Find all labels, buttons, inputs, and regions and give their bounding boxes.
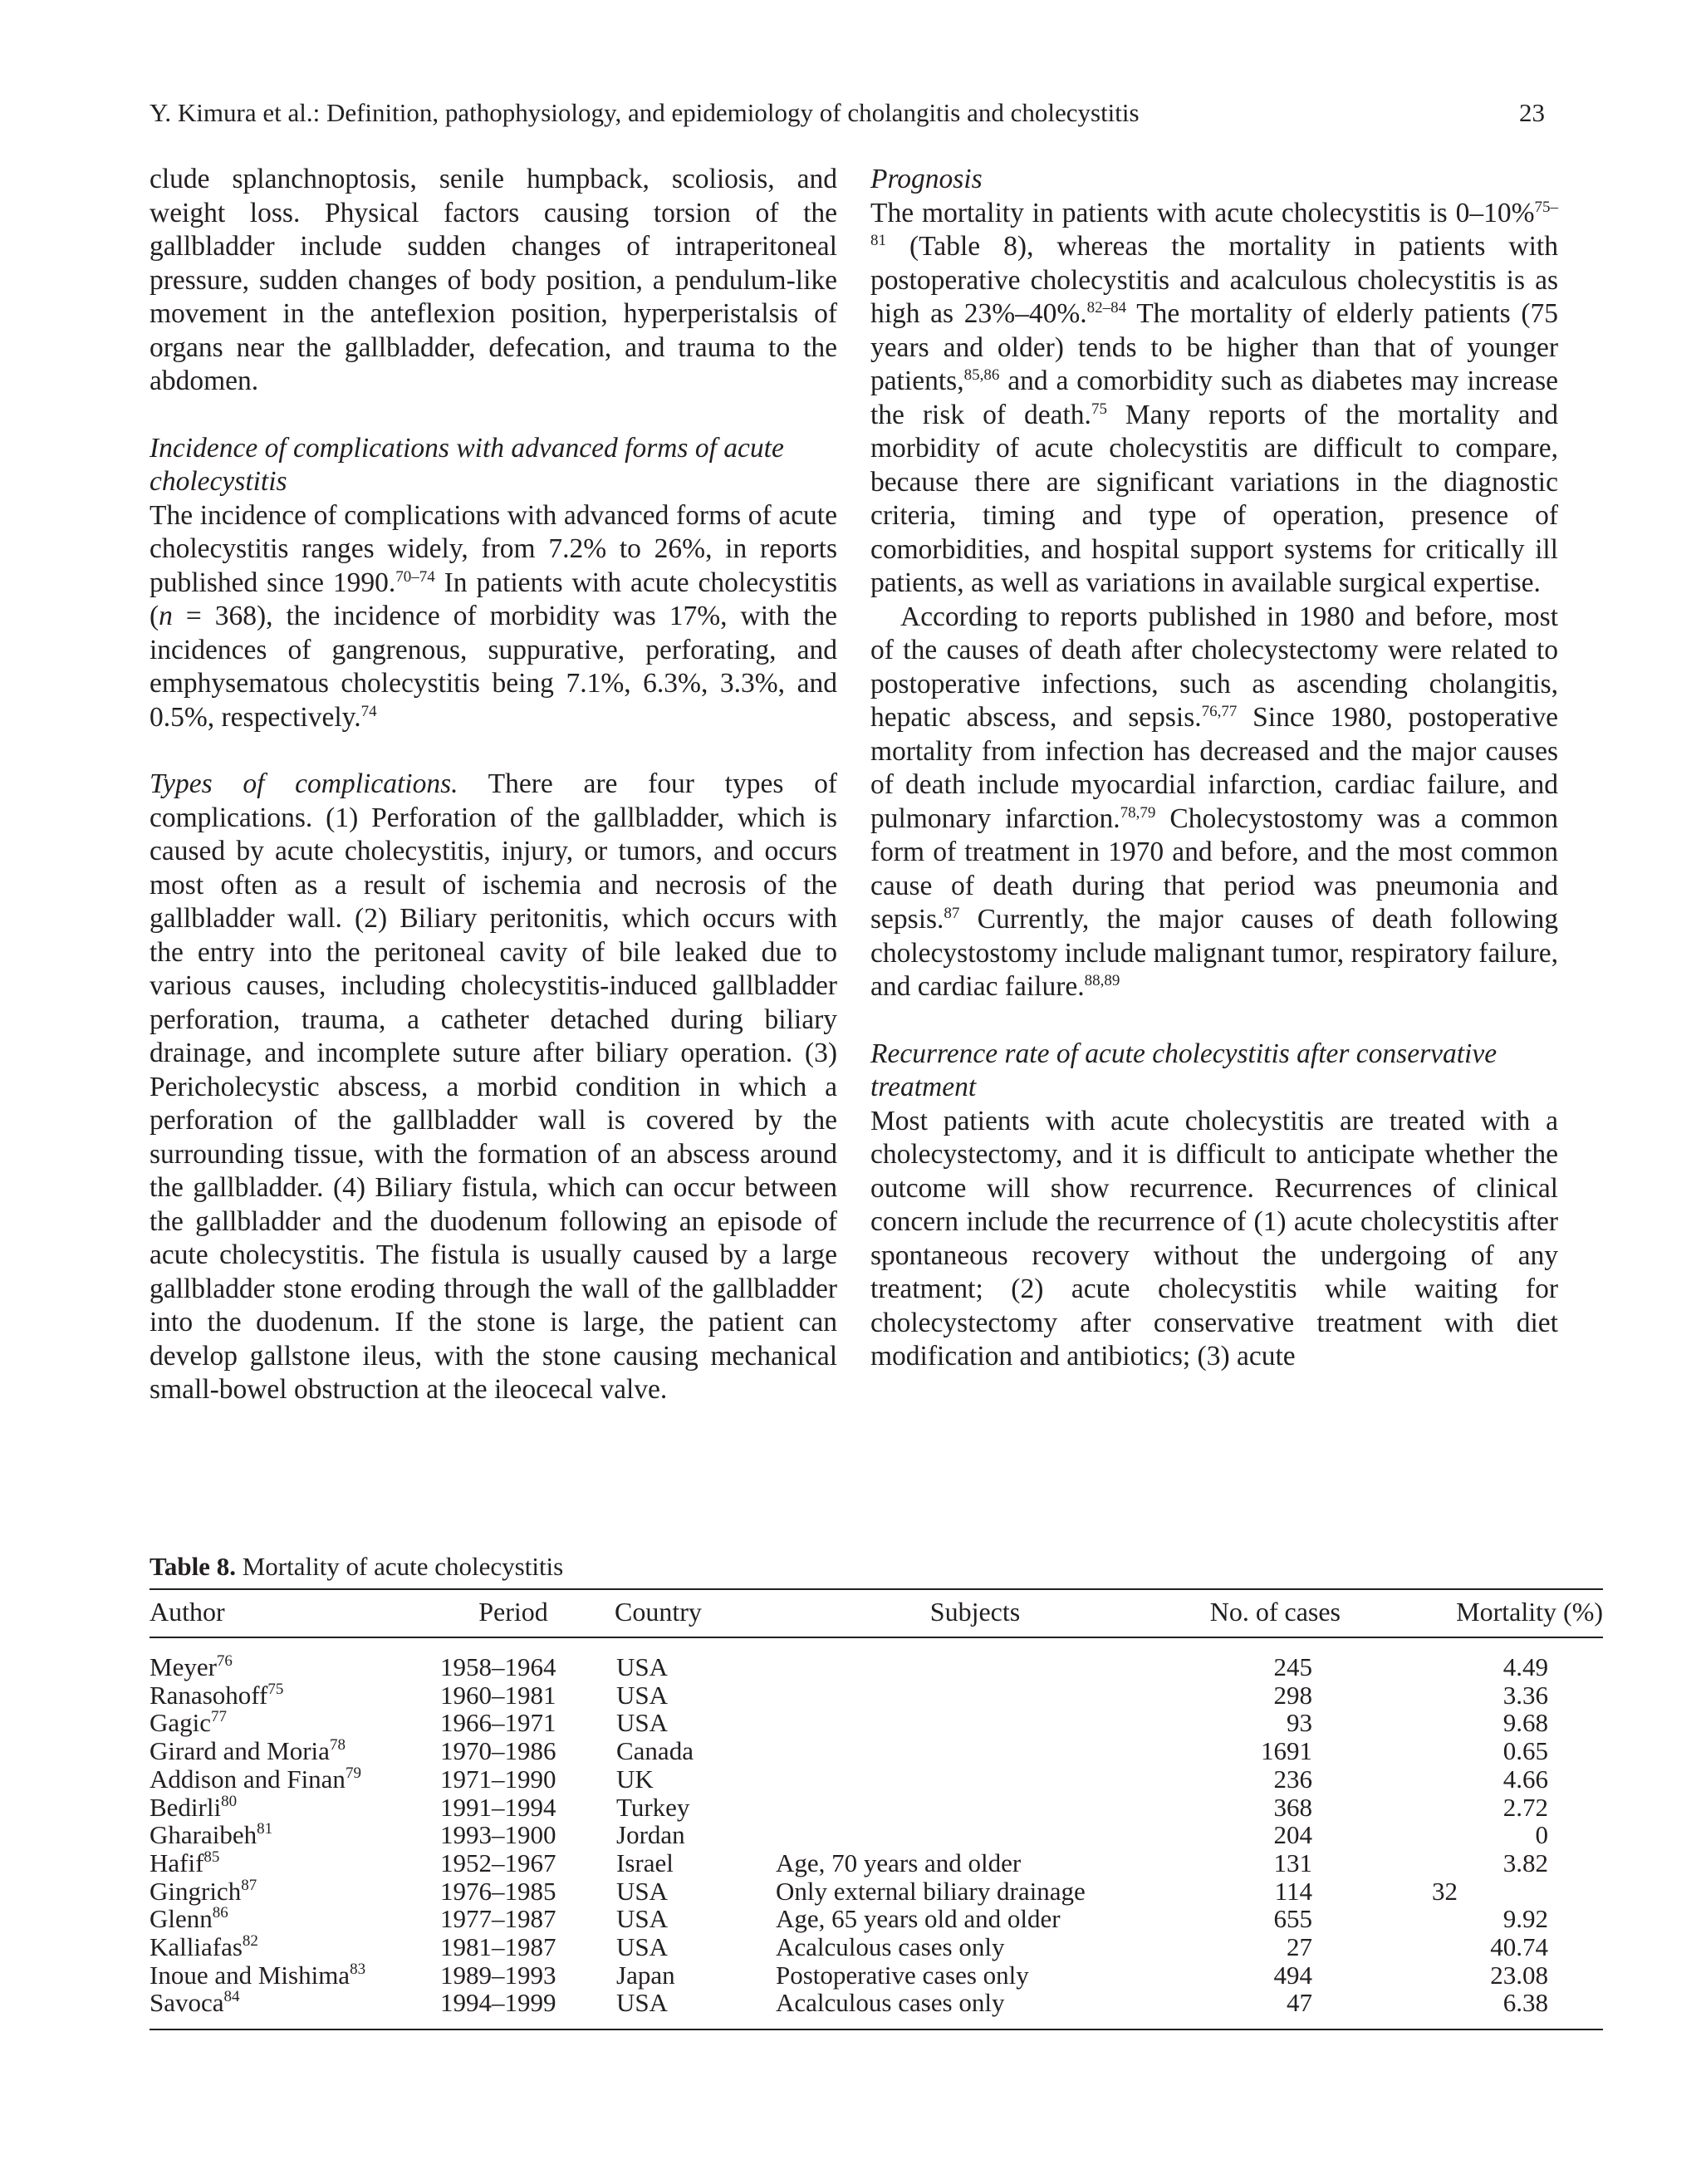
heading-recurrence-rate: Recurrence rate of acute cholecystitis after conservative treatment	[870, 1038, 1498, 1102]
table-row	[150, 1737, 1603, 1765]
table-caption: Table 8. Mortality of acute cholecystitis	[150, 1552, 564, 1581]
cell-cases: 655	[1273, 1904, 1312, 1934]
citation: 86	[212, 1904, 228, 1922]
cell-country: USA	[616, 1708, 669, 1738]
cell-author: Gingrich$^{87}$	[150, 1876, 257, 1906]
cell-author: Gharaibeh$^{81}$	[150, 1820, 273, 1850]
cell-period: 1952–1967	[440, 1848, 556, 1877]
citation: 76	[216, 1652, 233, 1670]
cell-country: Japan	[616, 1960, 675, 1990]
cell-period: 1991–1994	[440, 1792, 556, 1822]
cell-subjects	[776, 1821, 1174, 1849]
cell-author: Gagic$^{77}$	[150, 1708, 228, 1738]
header-subjects: Subjects	[776, 1589, 1174, 1637]
cell-cases: 368	[1273, 1792, 1312, 1822]
cell-country: USA	[616, 1904, 669, 1934]
cell-subjects: Acalculous cases only	[776, 1932, 1005, 1962]
paragraph-incidence: The incidence of complications with advanced forms of acute cholecystitis ranges widely, from 7.2% to 26%, in reports published since 1990.$^{70-74}$ In patients with acute cholecystitis (n = 368), the incidence of morbidity was 17%, with the incidences of gangrenous, suppurative, perforating, and emphysematous cholecystitis being 7.1%, 6.3%, 3.3%, and 0.5%, respectively.$^{74}$	[150, 499, 837, 733]
cell-country: USA	[616, 1876, 669, 1906]
paragraph-types-of-complications: Types of complications. There are four types of complications. (1) Perforation of the gallbladder, which is caused by acute cholecystitis, injury, or tumors, and occurs most often as a result of ischemia and necrosis of the gallbladder wall. (2) Biliary peritonitis, which occurs with the entry into the peritoneal cavity of bile leaked due to various causes, including cholecystitis-induced gallbladder perforation, trauma, a catheter detached during biliary drainage, and incomplete suture after biliary operation. (3) Pericholecystic abscess, a morbid condition in which a perforation of the gallbladder wall is covered by the surrounding tissue, with the formation of an abscess around the gallbladder. (4) Biliary fistula, which can occur between the gallbladder and the duodenum following an episode of acute cholecystitis. The fistula is usually caused by a large gallbladder stone eroding through the wall of the gallbladder into the duodenum. If the stone is large, the patient can develop gallstone ileus, with the stone causing mechanical small-bowel obstruction at the ileocecal valve.	[150, 768, 837, 1405]
citation: 78,79	[1120, 803, 1156, 822]
cell-mortality: 9.92	[1502, 1904, 1548, 1934]
header-mortality: Mortality (%)	[1370, 1589, 1603, 1637]
citation: 80	[221, 1792, 238, 1810]
cell-author: Kalliafas$^{82}$	[150, 1932, 258, 1962]
table-row	[150, 1933, 1603, 1961]
cell-subjects	[776, 1681, 1174, 1710]
citation: 87	[944, 905, 960, 922]
citation: 85	[203, 1848, 220, 1866]
cell-country: USA	[616, 1932, 669, 1962]
citation: 75	[1091, 400, 1107, 418]
cell-author: Addison and Finan$^{79}$	[150, 1764, 361, 1794]
cell-period: 1981–1987	[440, 1932, 556, 1962]
cell-author: Hafif$^{85}$	[150, 1848, 220, 1877]
cell-cases: 114	[1274, 1876, 1312, 1906]
cell-mortality: 9.68	[1502, 1708, 1548, 1738]
cell-subjects: Age, 65 years old and older	[776, 1904, 1061, 1934]
citation: 87	[241, 1876, 257, 1894]
table-row	[150, 1681, 1603, 1710]
header-country: Country	[586, 1589, 776, 1637]
cell-cases: 494	[1273, 1960, 1312, 1990]
cell-mortality: 0	[1535, 1820, 1548, 1850]
cell-author: Glenn$^{86}$	[150, 1904, 228, 1934]
cell-subjects	[776, 1794, 1174, 1822]
table-row	[150, 1794, 1603, 1822]
citation: 84	[223, 1988, 240, 2006]
citation: 83	[350, 1960, 366, 1978]
cell-cases: 27	[1287, 1932, 1312, 1962]
cell-period: 1958–1964	[440, 1652, 556, 1681]
cell-cases: 131	[1273, 1848, 1312, 1877]
cell-subjects	[776, 1709, 1174, 1737]
cell-mortality: 4.66	[1502, 1764, 1548, 1794]
citation: 82–84	[1086, 299, 1127, 317]
runin-heading-types: Types of complications.	[150, 768, 458, 799]
citation: 74	[360, 702, 377, 720]
right-column	[870, 163, 1558, 1374]
heading-prognosis: Prognosis	[870, 164, 983, 194]
paragraph-torsion-factors: clude splanchnoptosis, senile humpback, scoliosis, and weight loss. Physical factors causing torsion of the gallbladder include sudden changes of intraperitoneal pressure, sudden changes of body position, a pendulum-like movement in the anteflexion position, hyperperistalsis of organs near the gallbladder, defecation, and trauma to the abdomen.	[150, 164, 837, 396]
cell-period: 1966–1971	[440, 1708, 556, 1738]
cell-cases: 47	[1174, 1989, 1370, 2029]
cell-subjects: Acalculous cases only	[776, 1989, 1174, 2029]
citation: 77	[211, 1708, 228, 1726]
table-header-row	[150, 1589, 1603, 1637]
cell-subjects	[776, 1637, 1174, 1681]
citation: 81	[257, 1820, 273, 1838]
cell-country: UK	[616, 1764, 654, 1794]
citation: 85,86	[963, 366, 1000, 384]
table-row	[150, 1821, 1603, 1849]
heading-incidence-of-complications: Incidence of complications with advanced forms of acute cholecystitis	[150, 432, 784, 497]
mortality-table	[150, 1588, 1603, 2030]
cell-subjects: Only external biliary drainage	[776, 1876, 1086, 1906]
cell-country: USA	[586, 1989, 776, 2029]
cell-cases: 204	[1273, 1820, 1312, 1850]
cell-author: Savoca$^{84}$	[150, 1989, 440, 2029]
cell-country: Canada	[616, 1736, 694, 1766]
cell-mortality: 3.82	[1502, 1848, 1548, 1877]
table-row	[150, 1905, 1603, 1933]
cell-mortality: 0.65	[1502, 1736, 1548, 1766]
cell-country: USA	[616, 1652, 669, 1681]
cell-period: 1994–1999	[440, 1989, 586, 2029]
cell-subjects: Age, 70 years and older	[776, 1848, 1022, 1877]
cell-author: Inoue and Mishima$^{83}$	[150, 1960, 366, 1990]
running-head	[150, 96, 1545, 130]
cell-mortality: 3.36	[1502, 1680, 1548, 1710]
table-row	[150, 1961, 1603, 1990]
cell-cases: 1691	[1261, 1736, 1312, 1766]
table-8	[150, 1550, 1603, 2030]
cell-author: Girard and Moria$^{78}$	[150, 1736, 346, 1766]
citation: 75	[267, 1680, 284, 1698]
header-period: Period	[440, 1589, 586, 1637]
page-number: 23	[1519, 98, 1545, 127]
paragraph-recurrence: Most patients with acute cholecystitis are treated with a cholecystectomy, and it is difficult to anticipate whether the outcome will show recurrence. Recurrences of clinical concern include the recurrence of (1) acute cholecystitis after spontaneous recovery without the undergoing of any treatment; (2) acute cholecystitis while waiting for cholecystectomy after conservative treatment with diet modification and antibiotics; (3) acute	[870, 1105, 1558, 1372]
cell-country: USA	[616, 1680, 669, 1710]
header-author: Author	[150, 1589, 440, 1637]
cell-cases: 236	[1273, 1764, 1312, 1794]
table-row	[150, 1765, 1603, 1794]
cell-cases: 298	[1273, 1680, 1312, 1710]
cell-cases: 93	[1287, 1708, 1312, 1738]
citation: 70–74	[395, 567, 435, 586]
table-body	[150, 1637, 1603, 2029]
citation: 75–81	[870, 198, 1558, 249]
cell-period: 1971–1990	[440, 1764, 556, 1794]
cell-subjects: Postoperative cases only	[776, 1960, 1029, 1990]
cell-period: 1970–1986	[440, 1736, 556, 1766]
cell-author: Ranasohoff$^{75}$	[150, 1680, 284, 1710]
cell-cases: 245	[1273, 1652, 1312, 1681]
cell-author: Bedirli$^{80}$	[150, 1792, 238, 1822]
citation: 82	[242, 1932, 258, 1951]
cell-period: 1989–1993	[440, 1960, 556, 1990]
citation: 78	[329, 1736, 346, 1755]
cell-period: 1993–1900	[440, 1820, 556, 1850]
table-row	[150, 1877, 1603, 1906]
cell-country: Turkey	[616, 1792, 690, 1822]
paragraph-prognosis: The mortality in patients with acute cholecystitis is 0–10%$^{75-81}$ (Table 8), whereas the mortality in patients with postoperative cholecystitis and acalculous cholecystitis is as high as 23%–40%.$^{82-84}$ The mortality of elderly patients (75 years and older) tends to be higher than that of younger patients,$^{85,86}$ and a comorbidity such as diabetes may increase the risk of death.$^{75}$ Many reports of the mortality and morbidity of acute cholecystitis are difficult to compare, because there are significant variations in the diagnostic criteria, timing and type of operation, presence of comorbidities, and hospital support systems for critically ill patients, as well as variations in available surgical expertise.	[870, 197, 1559, 598]
cell-country: Jordan	[616, 1820, 685, 1850]
cell-mortality: 2.72	[1502, 1792, 1548, 1822]
citation: 79	[345, 1764, 361, 1782]
citation: 88,89	[1084, 972, 1120, 989]
cell-country: Israel	[616, 1848, 674, 1877]
cell-period: 1976–1985	[440, 1876, 556, 1906]
cell-subjects	[776, 1737, 1174, 1765]
cell-author: Meyer$^{76}$	[150, 1652, 233, 1681]
table-label: Table 8.	[150, 1552, 236, 1581]
cell-mortality: 23.08	[1490, 1960, 1548, 1990]
running-title: Y. Kimura et al.: Definition, pathophysiology, and epidemiology of cholangitis and cholecystitis	[150, 98, 1140, 127]
cell-period: 1960–1981	[440, 1680, 556, 1710]
cell-period: 1977–1987	[440, 1904, 556, 1934]
left-column	[150, 163, 837, 1407]
cell-mortality: 6.38	[1370, 1989, 1603, 2029]
paragraph-causes-of-death: According to reports published in 1980 and before, most of the causes of death after cholecystectomy were related to postoperative infections, such as ascending cholangitis, hepatic abscess, and sepsis.$^{76,77}$ Since 1980, postoperative mortality from infection has decreased and the major causes of death include myocardial infarction, cardiac failure, and pulmonary infarction.$^{78,79}$ Cholecystostomy was a common form of treatment in 1970 and before, and the most common cause of death during that period was pneumonia and sepsis.$^{87}$ Currently, the major causes of death following cholecystostomy include malignant tumor, respiratory failure, and cardiac failure.$^{88,89}$	[870, 601, 1558, 1002]
table-row	[150, 1637, 1603, 1681]
cell-subjects	[776, 1765, 1174, 1794]
table-row	[150, 1709, 1603, 1737]
citation: 76,77	[1201, 703, 1238, 720]
cell-mortality: 4.49	[1502, 1652, 1548, 1681]
table-row	[150, 1849, 1603, 1877]
cell-mortality: 32	[1432, 1876, 1458, 1906]
header-cases: No. of cases	[1174, 1589, 1370, 1637]
table-row	[150, 1989, 1603, 2029]
cell-mortality: 40.74	[1490, 1932, 1548, 1962]
